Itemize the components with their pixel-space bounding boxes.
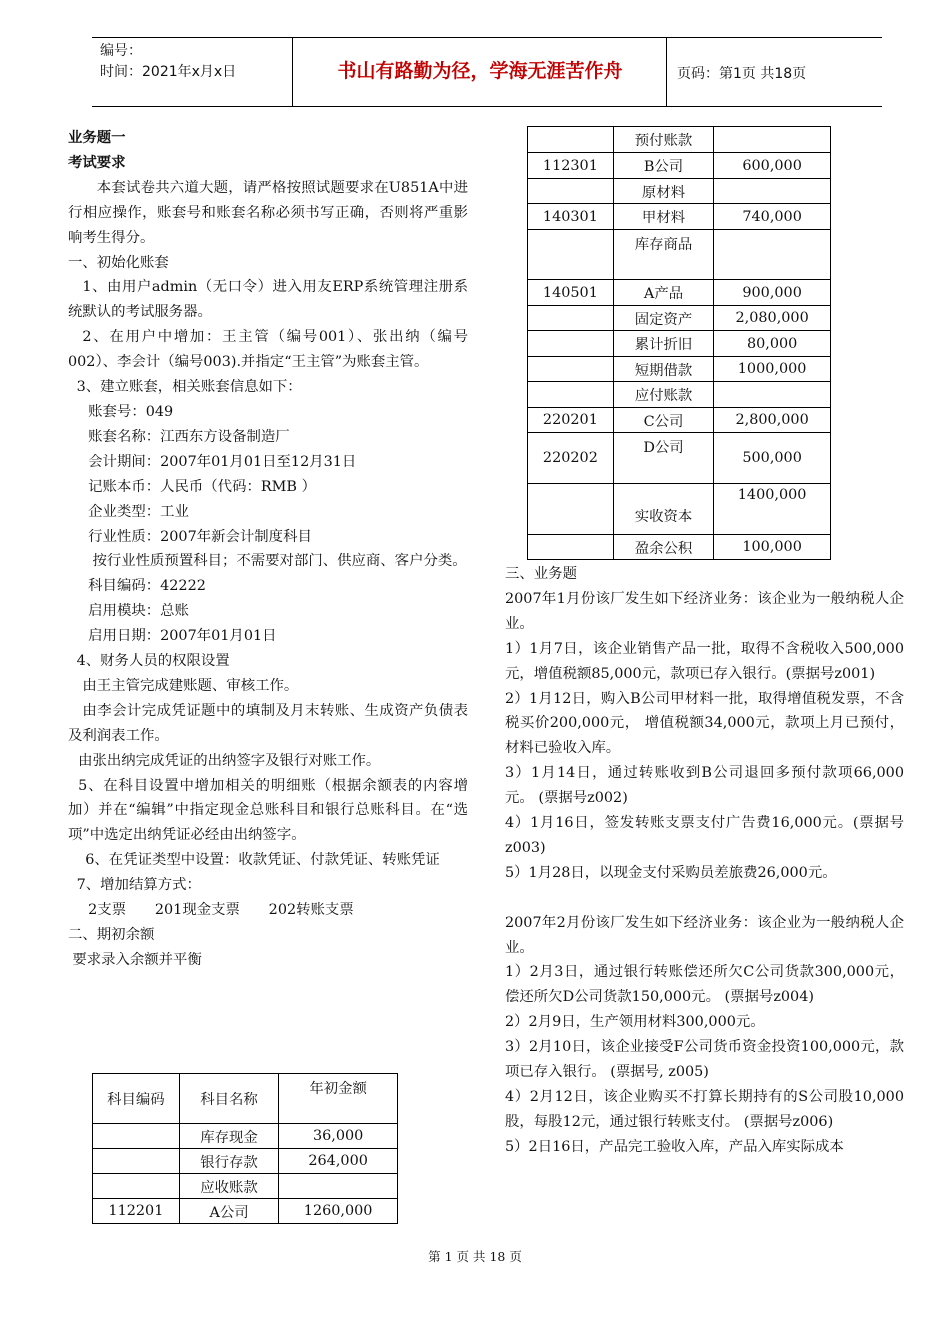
account-name-cell: A公司 <box>179 1199 278 1224</box>
account-code-cell <box>93 1174 180 1199</box>
account-number: 账套号：049 <box>88 403 174 420</box>
item-5: 5、在科目设置中增加相关的明细账（根据余额表的内容增加）并在“编辑”中指定现金总账科目和银行总账科目。在“选项”中选定出纳凭证必经由出纳签字。 <box>68 777 468 844</box>
table-row <box>528 433 831 484</box>
section-title: 业务题一 <box>68 130 126 146</box>
january-item-2: 2）1月12日，购入B公司甲材料一批，取得增值税发票，不含税买价200,000元， 增值税额34,000元，款项上月已预付，材料已验收入库。 <box>505 690 904 757</box>
table-row <box>93 1124 398 1149</box>
account-name-cell: 原材料 <box>613 179 713 204</box>
amount-cell: 2,800,000 <box>714 408 831 433</box>
amount-cell: 2,080,000 <box>714 306 831 331</box>
amount-cell <box>279 1174 398 1199</box>
amount-cell: 1400,000 <box>714 484 831 535</box>
page-header <box>92 37 882 107</box>
account-code-cell <box>528 357 614 382</box>
account-code-cell <box>93 1149 180 1174</box>
account-code-cell: 220202 <box>528 433 614 484</box>
account-name-cell: 盈余公积 <box>613 535 713 560</box>
section-1-heading: 一、初始化账套 <box>68 254 169 271</box>
amount-cell: 900,000 <box>714 280 831 306</box>
account-name-cell: B公司 <box>613 153 713 179</box>
permission-1: 由王主管完成建账题、审核工作。 <box>82 677 299 694</box>
header-cell: 年初金额 <box>279 1074 398 1124</box>
header-divider <box>292 38 293 106</box>
amount-cell: 80,000 <box>714 331 831 357</box>
amount-cell: 100,000 <box>714 535 831 560</box>
account-name-cell: 银行存款 <box>179 1149 278 1174</box>
table-header-row <box>93 1074 398 1124</box>
account-name-cell: 短期借款 <box>613 357 713 382</box>
table-row <box>528 204 831 230</box>
settlement-methods: 2支票 201现金支票 202转账支票 <box>88 902 354 919</box>
intro-paragraph: 本套试卷共六道大题，请严格按照试题要求在U851A中进行相应操作，账套号和账套名称必须书写正确，否则将严重影响考生得分。 <box>68 179 468 246</box>
february-item-5: 5）2日16日，产品完工验收入库，产品入库实际成本 <box>505 1138 844 1155</box>
table-row <box>528 179 831 204</box>
industry-type: 行业性质：2007年新会计制度科目 <box>88 528 312 545</box>
account-code-cell <box>528 535 614 560</box>
january-item-4: 4）1月16日，签发转账支票支付广告费16,000元。(票据号z003) <box>505 815 904 856</box>
table-row <box>528 357 831 382</box>
amount-cell: 740,000 <box>714 204 831 230</box>
account-name-cell: A产品 <box>613 280 713 306</box>
table-row <box>528 153 831 179</box>
amount-cell: 500,000 <box>714 433 831 484</box>
item-1: 1、由用户admin（无口令）进入用友ERP系统管理注册系统默认的考试服务器。 <box>68 279 468 321</box>
account-code-cell: 112201 <box>93 1199 180 1224</box>
account-name-cell: 应收账款 <box>179 1174 278 1199</box>
january-item-5: 5）1月28日，以现金支付采购员差旅费26,000元。 <box>505 864 837 881</box>
base-currency: 记账本币：人民币（代码：RMB ） <box>88 478 316 495</box>
permission-2: 由李会计完成凭证题中的填制及月末转账、生成资产负债表及利润表工作。 <box>68 702 468 744</box>
february-item-4: 4）2月12日，该企业购买不打算长期持有的S公司股10,000股，每股12元，通过银行转账支付。 (票据号z006) <box>505 1089 904 1130</box>
february-item-3: 3）2月10日，该企业接受F公司货币资金投资100,000元，款项已存入银行。 (票据号, z005) <box>505 1039 904 1081</box>
right-column <box>505 562 904 1160</box>
header-cell: 科目名称 <box>179 1074 278 1124</box>
table-row <box>528 230 831 280</box>
account-code-cell: 112301 <box>528 153 614 179</box>
account-code-cell: 140501 <box>528 280 614 306</box>
account-name-cell: D公司 <box>613 433 713 484</box>
header-cell: 科目编码 <box>93 1074 180 1124</box>
account-name-cell: 甲材料 <box>613 204 713 230</box>
table-row <box>528 535 831 560</box>
amount-cell: 1260,000 <box>279 1199 398 1224</box>
account-code-cell: 140301 <box>528 204 614 230</box>
account-code-rule: 科目编码：42222 <box>88 578 206 595</box>
account-name-cell: 应付账款 <box>613 382 713 408</box>
account-name-cell: 固定资产 <box>613 306 713 331</box>
amount-cell: 264,000 <box>279 1149 398 1174</box>
page-label: 页码：第1页 共18页 <box>677 66 807 82</box>
requirements-title: 考试要求 <box>68 154 126 171</box>
item-3: 3、建立账套，相关账套信息如下： <box>76 379 302 396</box>
company-type: 企业类型：工业 <box>88 503 189 520</box>
blank-line <box>505 886 904 911</box>
opening-balance-table-continued <box>527 126 831 560</box>
item-2: 2、在用户中增加：王主管（编号001）、张出纳（编号002）、李会计（编号003).并指定“王主管”为账套主管。 <box>68 329 468 371</box>
item-7: 7、增加结算方式： <box>76 877 201 894</box>
header-meta <box>100 41 236 83</box>
amount-cell <box>714 382 831 408</box>
item-6: 6、在凭证类型中设置：收款凭证、付款凭证、转账凭证 <box>85 852 440 869</box>
table-row <box>528 127 831 153</box>
opening-balance-table <box>92 1073 398 1224</box>
table-row <box>93 1149 398 1174</box>
table-row <box>528 280 831 306</box>
section-3-heading: 三、业务题 <box>505 566 577 582</box>
february-item-1: 1）2月3日，通过银行转账偿还所欠C公司货款300,000元，偿还所欠D公司货款150,000元。 (票据号z004) <box>505 964 904 1006</box>
account-code-cell <box>528 230 614 280</box>
amount-cell: 36,000 <box>279 1124 398 1149</box>
table-row <box>93 1174 398 1199</box>
section-2-heading: 二、期初余额 <box>68 927 155 943</box>
account-name-cell: 预付账款 <box>613 127 713 153</box>
header-motto: 书山有路勤为径，学海无涯苦作舟 <box>337 60 623 82</box>
account-name-cell: 库存商品 <box>613 230 713 280</box>
account-code-cell: 220201 <box>528 408 614 433</box>
header-divider <box>666 38 667 106</box>
table-row <box>528 408 831 433</box>
account-code-cell <box>528 179 614 204</box>
amount-cell: 600,000 <box>714 153 831 179</box>
page-footer: 第 1 页 共 18 页 <box>428 1249 522 1264</box>
account-code-cell <box>528 306 614 331</box>
amount-cell <box>714 230 831 280</box>
table-row <box>528 382 831 408</box>
amount-cell <box>714 179 831 204</box>
table-row <box>528 331 831 357</box>
account-code-cell <box>93 1124 180 1149</box>
table-row <box>528 484 831 535</box>
permission-3: 由张出纳完成凭证的出纳签字及银行对账工作。 <box>78 752 381 769</box>
table-row <box>528 306 831 331</box>
january-item-1: 1）1月7日，该企业销售产品一批，取得不含税收入500,000元，增值税额85,000元，款项已存入银行。(票据号z001) <box>505 640 904 682</box>
left-column <box>68 126 468 973</box>
time-label: 时间：2021年x月x日 <box>100 64 237 80</box>
account-code-cell <box>528 331 614 357</box>
february-item-2: 2）2月9日，生产领用材料300,000元。 <box>505 1014 765 1031</box>
section-2-requirement: 要求录入余额并平衡 <box>72 951 202 968</box>
january-item-3: 3）1月14日，通过转账收到B公司退回多预付款项66,000元。 (票据号z002) <box>505 765 904 807</box>
amount-cell <box>714 127 831 153</box>
item-4: 4、财务人员的权限设置 <box>76 653 230 670</box>
account-name-cell: 库存现金 <box>179 1124 278 1149</box>
preset-note: 按行业性质预置科目；不需要对部门、供应商、客户分类。 <box>92 553 467 570</box>
account-name-cell: C公司 <box>613 408 713 433</box>
enabled-date: 启用日期：2007年01月01日 <box>88 628 277 645</box>
january-intro: 2007年1月份该厂发生如下经济业务：该企业为一般纳税人企业。 <box>505 590 904 632</box>
account-name: 账套名称：江西东方设备制造厂 <box>88 428 290 445</box>
table-row <box>93 1199 398 1224</box>
accounting-period: 会计期间：2007年01月01日至12月31日 <box>88 453 357 470</box>
account-name-cell: 实收资本 <box>613 484 713 535</box>
number-label: 编号： <box>100 43 142 59</box>
account-code-cell <box>528 484 614 535</box>
enabled-module: 启用模块：总账 <box>88 603 189 620</box>
account-code-cell <box>528 382 614 408</box>
account-code-cell <box>528 127 614 153</box>
february-intro: 2007年2月份该厂发生如下经济业务：该企业为一般纳税人企业。 <box>505 914 904 956</box>
amount-cell: 1000,000 <box>714 357 831 382</box>
account-name-cell: 累计折旧 <box>613 331 713 357</box>
